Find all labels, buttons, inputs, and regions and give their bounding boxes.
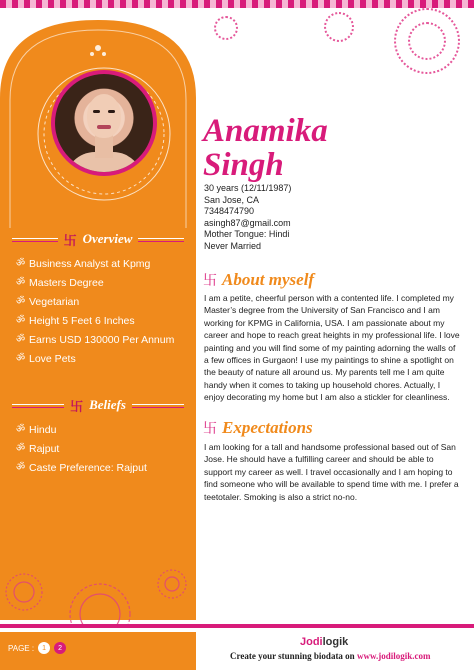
om-icon: ॐ (16, 258, 26, 269)
om-icon: ॐ (16, 296, 26, 307)
list-item: ॐ Vegetarian (16, 296, 80, 308)
page-1-button[interactable]: 1 (38, 642, 50, 654)
mother-tongue: Mother Tongue: Hindi (204, 229, 290, 240)
page-indicator (8, 642, 66, 654)
profile-name: Anamika Singh (203, 113, 328, 183)
about-text: I am a petite, cheerful person with a contented life. I completed my Master’s degree from the University of San Francisco and I am working for KPMG in California, USA. I am passionate about my career and hope to reach great heights in my professional life. I love painting and you will find some of my painting adorning the walls of a few offices in Gurgaon! I use my paintings to shine a spotlight on the beauty of nature all around us. My parents tell me I am quite handy when it comes to taking up household chores. Actually, I enjoy decorating my home but I am also a stickler for cleanliness. (204, 293, 460, 403)
swastik-icon: 卐 (70, 399, 84, 415)
page-label: PAGE : (8, 643, 35, 653)
overview-title: Overview (82, 231, 133, 246)
brand-logo: Jodilogik (300, 636, 349, 648)
location: San Jose, CA (204, 194, 260, 205)
list-item: ॐ Caste Preference: Rajput (16, 462, 147, 474)
website-link[interactable]: www.jodilogik.com (356, 651, 431, 661)
expectations-text: I am looking for a tall and handsome professional based out of San Jose. He should have a fulfilling career and should be able to support my career as well. I travel occasionally and I am hoping to find someone who will be available to spend time with me. I prefer a teetotaler. Smoking is also a strict no-no. (204, 442, 459, 502)
list-item: ॐ Earns USD 130000 Per Annum (16, 334, 175, 346)
om-icon: ॐ (16, 353, 26, 364)
page-2-button[interactable]: 2 (54, 642, 66, 654)
profile-photo (51, 70, 157, 176)
beliefs-list (16, 424, 192, 481)
mandala-decoration (324, 12, 354, 42)
expectations-title: Expectations (222, 418, 313, 437)
om-icon: ॐ (16, 334, 26, 345)
swastik-icon: 卐 (63, 233, 77, 249)
email: asingh87@gmail.com (204, 217, 291, 228)
mandala-decoration (214, 16, 238, 40)
list-item: ॐ Height 5 Feet 6 Inches (16, 315, 135, 327)
age-dob: 30 years (12/11/1987) (204, 183, 292, 193)
mandala-decoration (0, 560, 196, 624)
om-icon: ॐ (16, 462, 26, 473)
om-icon: ॐ (16, 424, 26, 435)
expectations-header (203, 418, 313, 438)
list-item: ॐ Hindu (16, 424, 57, 436)
list-item: ॐ Business Analyst at Kpmg (16, 258, 151, 270)
overview-list (16, 258, 192, 372)
swastik-icon: 卐 (203, 273, 217, 289)
mandala-decoration (408, 22, 446, 60)
swastik-icon: 卐 (203, 421, 217, 437)
top-decorative-border (0, 0, 474, 8)
personal-details (204, 183, 454, 253)
om-icon: ॐ (16, 443, 26, 454)
list-item: ॐ Love Pets (16, 353, 76, 365)
beliefs-header (12, 394, 184, 416)
list-item: ॐ Rajput (16, 443, 60, 455)
om-icon: ॐ (16, 315, 26, 326)
marital-status: Never Married (204, 240, 262, 251)
phone: 7348474790 (204, 206, 255, 217)
om-icon: ॐ (16, 277, 26, 288)
about-title: About myself (222, 270, 315, 289)
footer-cta: Create your stunning biodata on www.jodilogik.com (230, 651, 431, 661)
about-header (203, 270, 314, 290)
overview-header (12, 228, 184, 250)
list-item: ॐ Masters Degree (16, 277, 104, 289)
beliefs-title: Beliefs (89, 397, 126, 412)
profile-photo-image (55, 74, 153, 172)
